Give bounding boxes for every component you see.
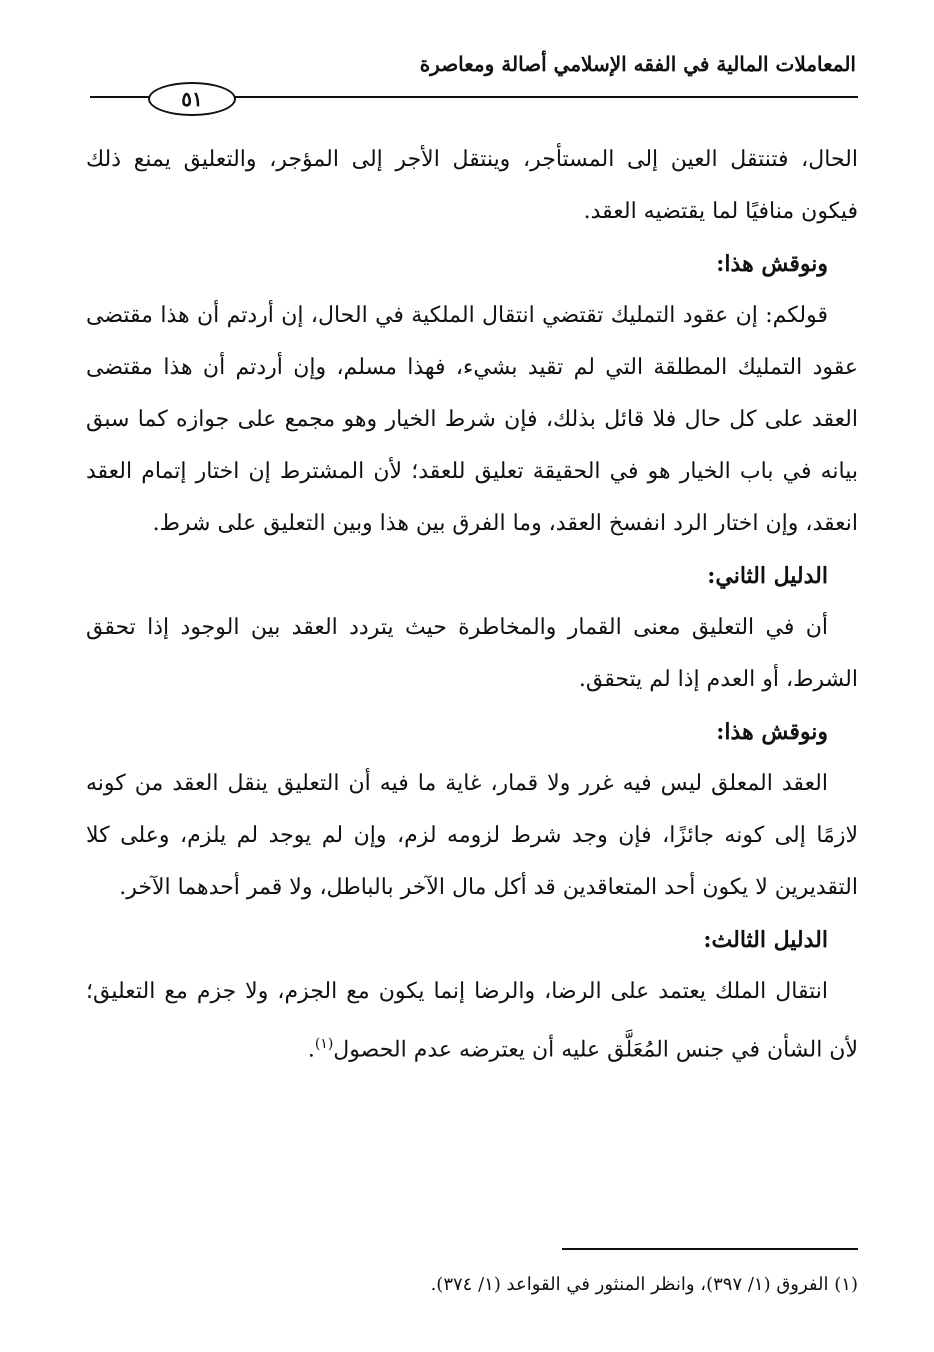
running-header: المعاملات المالية في الفقه الإسلامي أصالة ومعاصرة [419, 52, 856, 76]
section-heading: ونوقش هذا: [716, 719, 828, 745]
body-text [86, 134, 858, 1076]
paragraph: الحال، فتنتقل العين إلى المستأجر، وينتقل الأجر إلى المؤجر، والتعليق يمنع ذلك فيكون منافيًا لما يقتضيه العقد. [86, 147, 858, 224]
footnote-marker[interactable]: (١) [314, 1036, 334, 1052]
section-heading: الدليل الثاني: [707, 563, 828, 589]
paragraph: العقد المعلق ليس فيه غرر ولا قمار، غاية ما فيه أن التعليق ينقل العقد من كونه لازمًا إلى كونه جائزًا، فإن وجد شرط لزومه لزم، وإن لم يوجد لم يلزم، وعلى كلا التقديرين لا يكون أحد المتعاقدين قد أكل مال الآخر بالباطل، ولا قمر أحدهما الآخر. [86, 771, 858, 900]
paragraph-text: انتقال الملك يعتمد على الرضا، والرضا إنما يكون مع الجزم، ولا جزم مع التعليق؛ لأن الشأن في جنس المُعَلَّق عليه أن يعترضه عدم الحصول [86, 979, 858, 1063]
footnote [86, 1270, 858, 1300]
paragraph: قولكم: إن عقود التمليك تقتضي انتقال الملكية في الحال، إن أردتم أن هذا مقتضى عقود التمليك المطلقة التي لم تقيد بشيء، فهذا مسلم، وإن أردتم أن هذا مقتضى العقد على كل حال فلا قائل بذلك، فإن شرط الخيار وهو مجمع على جوازه كما سبق بيانه في باب الخيار هو في الحقيقة تعليق للعقد؛ لأن المشترط إن اختار إتمام العقد انعقد، وإن اختار الرد انفسخ العقد، وما الفرق بين هذا وبين التعليق على شرط. [86, 303, 858, 536]
paragraph-with-footnote [86, 966, 858, 1076]
footnote-number: (١) [834, 1274, 858, 1295]
footnote-rule [562, 1248, 858, 1250]
paragraph: أن في التعليق معنى القمار والمخاطرة حيث يتردد العقد بين الوجود إذا تحقق الشرط، أو العدم إذا لم يتحقق. [86, 615, 858, 692]
paragraph-end: . [307, 1037, 315, 1063]
page-number: ٥١ [148, 82, 236, 116]
section-heading: الدليل الثالث: [703, 927, 828, 953]
footnote-text: الفروق (١/ ٣٩٧)، وانظر المنثور في القواعد (١/ ٣٧٤). [430, 1274, 829, 1295]
section-heading: ونوقش هذا: [716, 251, 828, 277]
